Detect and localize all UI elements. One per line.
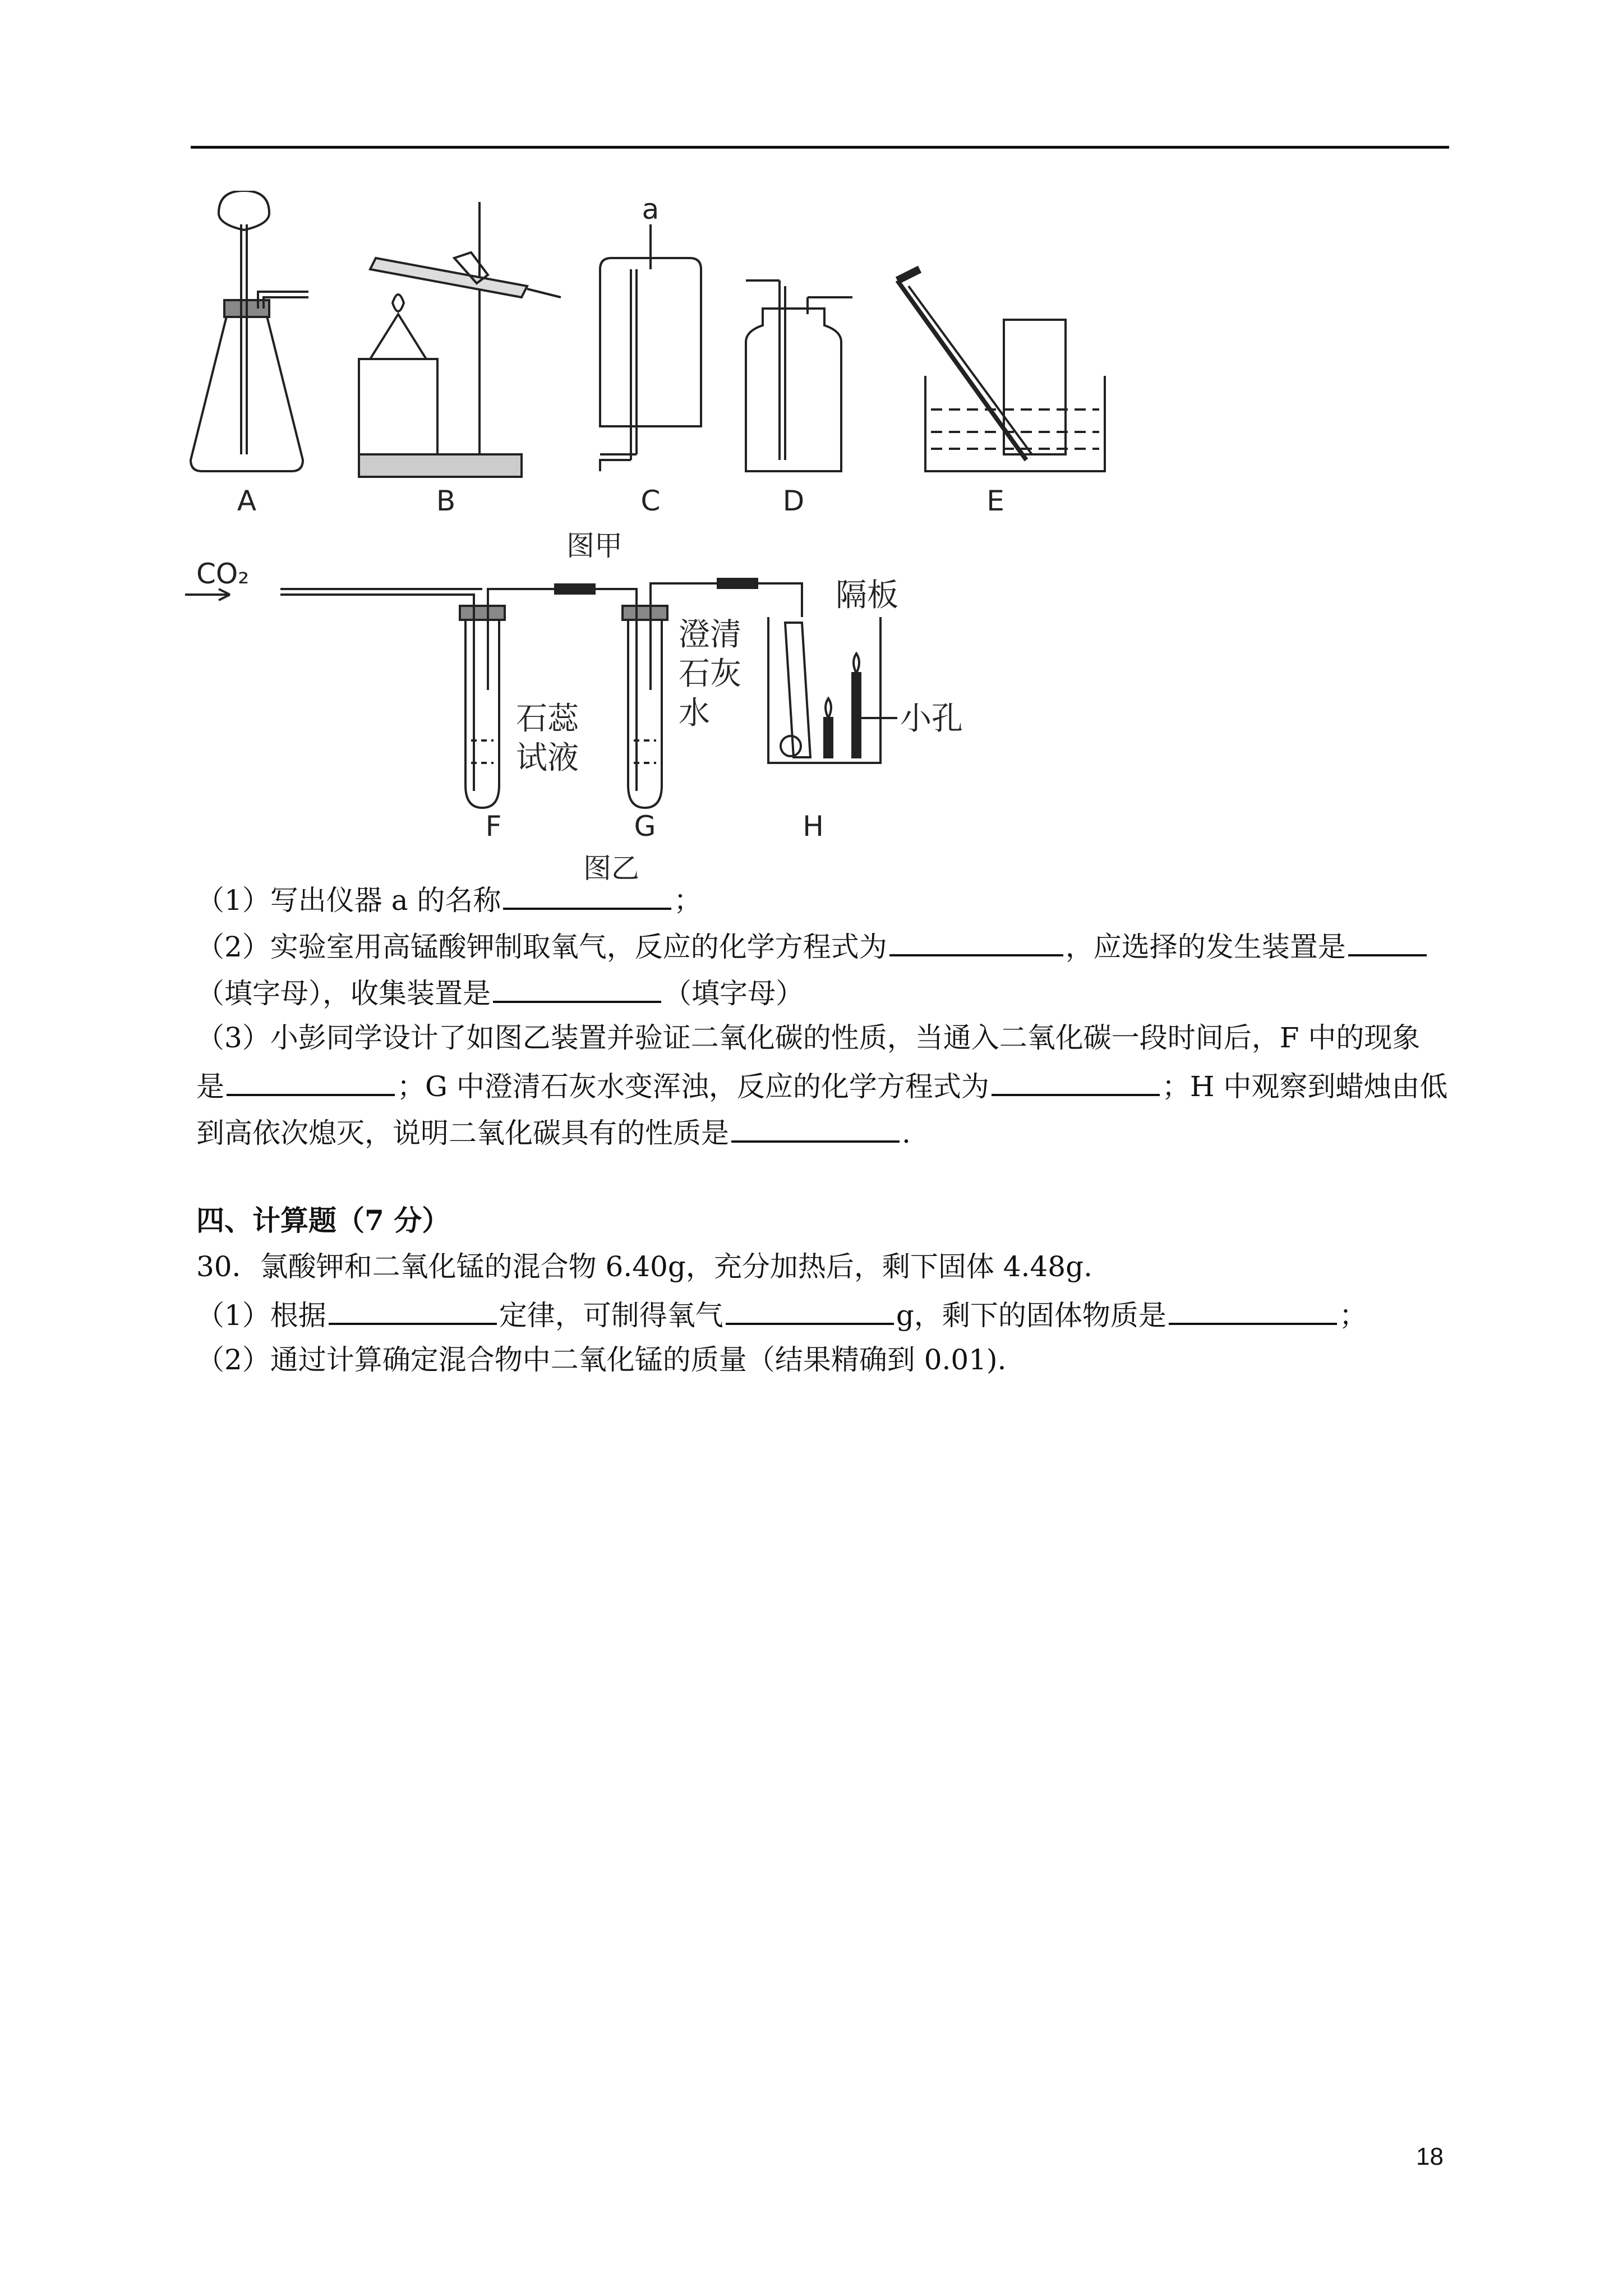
q2-line-1: （2）实验室用高锰酸钾制取氧气，反应的化学方程式为 ，应选择的发生装置是 [196, 922, 1453, 968]
label-litmus-2: 试液 [516, 740, 579, 776]
label-E: E [986, 485, 1004, 517]
answer-blank[interactable] [1169, 1290, 1337, 1325]
apparatus-a-flask [191, 191, 308, 471]
apparatus-c-bottle [600, 224, 701, 471]
apparatus-f-tube [460, 595, 505, 808]
label-partition: 隔板 [836, 577, 898, 614]
answer-blank[interactable] [329, 1290, 497, 1325]
caption-bottom: 图乙 [583, 852, 639, 881]
label-G: G [634, 810, 656, 843]
label-limewater-3: 水 [679, 695, 710, 731]
label-D: D [782, 485, 805, 517]
label-H: H [803, 810, 824, 843]
label-co2: CO₂ [196, 558, 250, 590]
answer-blank[interactable] [992, 1061, 1160, 1096]
label-B: B [436, 485, 456, 517]
caption-top: 图甲 [566, 530, 623, 562]
answer-blank[interactable] [731, 1108, 900, 1143]
apparatus-b-stand [359, 202, 561, 477]
answer-blank[interactable] [1348, 922, 1427, 956]
label-a: a [642, 193, 660, 226]
header-rule [191, 146, 1449, 149]
question-content [196, 875, 1453, 1383]
answer-blank[interactable] [493, 968, 661, 1003]
page-number: 18 [1416, 2143, 1444, 2170]
apparatus-d-bottle [746, 280, 852, 471]
answer-blank[interactable] [726, 1290, 894, 1325]
label-small-hole: 小孔 [900, 701, 963, 737]
q3-line-2: 是 ；G 中澄清石灰水变浑浊，反应的化学方程式为 ；H 中观察到蜡烛由低 [196, 1061, 1453, 1108]
label-C: C [640, 485, 661, 517]
apparatus-figure [185, 191, 1138, 881]
q2-line-2: （填字母），收集装置是 （填字母） [196, 968, 1453, 1015]
answer-blank[interactable] [889, 922, 1063, 956]
q3-line-3: 到高依次熄灭，说明二氧化碳具有的性质是 . [196, 1108, 1453, 1154]
q30-stem: 30．氯酸钾和二氧化锰的混合物 6.40g，充分加热后，剩下固体 4.48g. [196, 1250, 1092, 1283]
label-limewater-2: 石灰 [679, 656, 741, 692]
apparatus-h-beaker [768, 617, 897, 763]
q30-part2: （2）通过计算确定混合物中二氧化锰的质量（结果精确到 0.01). [196, 1343, 1007, 1376]
q1-line: （1）写出仪器 a 的名称 ； [196, 875, 1453, 922]
section-title: 四、计算题（7 分） [196, 1204, 450, 1237]
answer-blank[interactable] [503, 875, 671, 910]
label-litmus-1: 石蕊 [516, 701, 579, 737]
answer-blank[interactable] [227, 1061, 395, 1096]
label-F: F [485, 810, 502, 843]
q30-part1: （1）根据 定律，可制得氧气 g，剩下的固体物质是 ； [196, 1290, 1453, 1337]
q3-line-1: （3）小彭同学设计了如图乙装置并验证二氧化碳的性质，当通入二氧化碳一段时间后，F 中的现象 [196, 1022, 1421, 1054]
label-A: A [237, 485, 257, 517]
apparatus-e-trough [897, 269, 1105, 471]
label-limewater-1: 澄清 [679, 616, 741, 653]
apparatus-g-tube [623, 595, 667, 808]
